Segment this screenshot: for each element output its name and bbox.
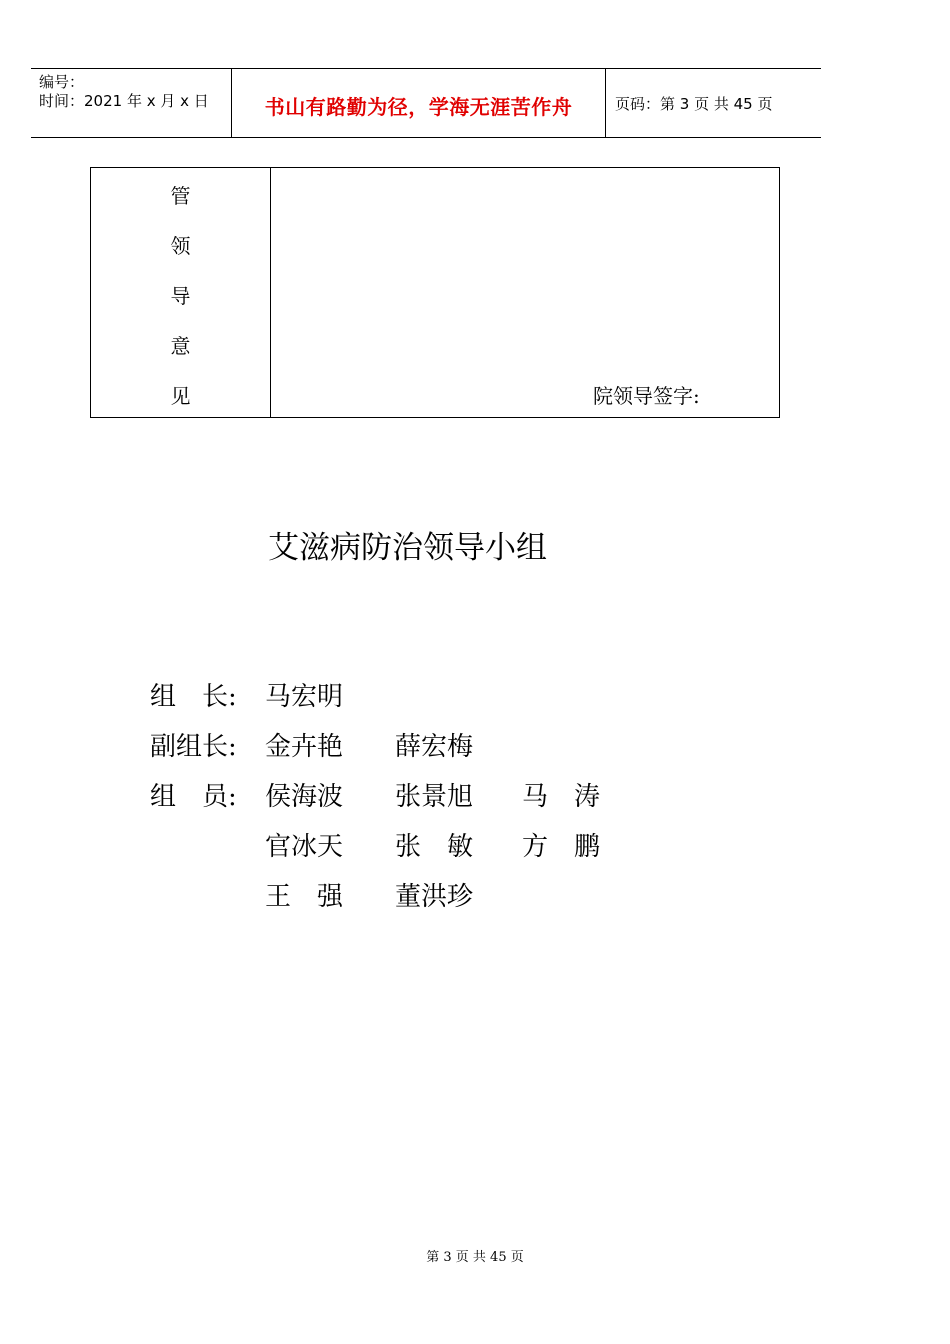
header-motto: 书山有路勤为径，学海无涯苦作舟 [264, 95, 573, 119]
opinion-label-char: 管 [170, 184, 191, 208]
member-name: 方 鹏 [522, 832, 601, 862]
header-page-info: 页码：第 3 页 共 45 页 [615, 95, 773, 113]
group-title: 艾滋病防治领导小组 [268, 530, 547, 566]
member-name: 张景旭 [395, 782, 474, 812]
member-name: 官冰天 [265, 832, 344, 862]
opinion-label-char: 见 [170, 384, 191, 408]
opinion-label-char: 意 [170, 334, 191, 358]
member-name: 王 强 [265, 882, 344, 912]
header-meta-cell [31, 69, 232, 137]
member-name: 张 敏 [395, 832, 474, 862]
opinion-label-char: 导 [170, 284, 191, 308]
document-time-label: 时间：2021 年 x 月 x 日 [39, 92, 209, 110]
deputy-name: 薛宏梅 [395, 732, 474, 762]
member-label: 组 员: [150, 782, 237, 812]
header-motto-cell [232, 69, 606, 137]
page-header [31, 68, 821, 138]
page-footer: 第 3 页 共 45 页 [426, 1250, 524, 1265]
opinion-label-cell [91, 168, 271, 417]
leader-opinion-table [90, 167, 780, 418]
signature-label: 院领导签字: [593, 384, 700, 408]
deputy-label: 副组长: [150, 732, 237, 762]
deputy-name: 金卉艳 [265, 732, 344, 762]
leader-name: 马宏明 [265, 682, 344, 712]
member-name: 董洪珍 [395, 882, 474, 912]
member-name: 马 涛 [522, 782, 601, 812]
opinion-label-char: 领 [170, 234, 191, 258]
leader-label: 组 长: [150, 682, 237, 712]
member-name: 侯海波 [265, 782, 344, 812]
document-number-label: 编号： [39, 73, 85, 91]
